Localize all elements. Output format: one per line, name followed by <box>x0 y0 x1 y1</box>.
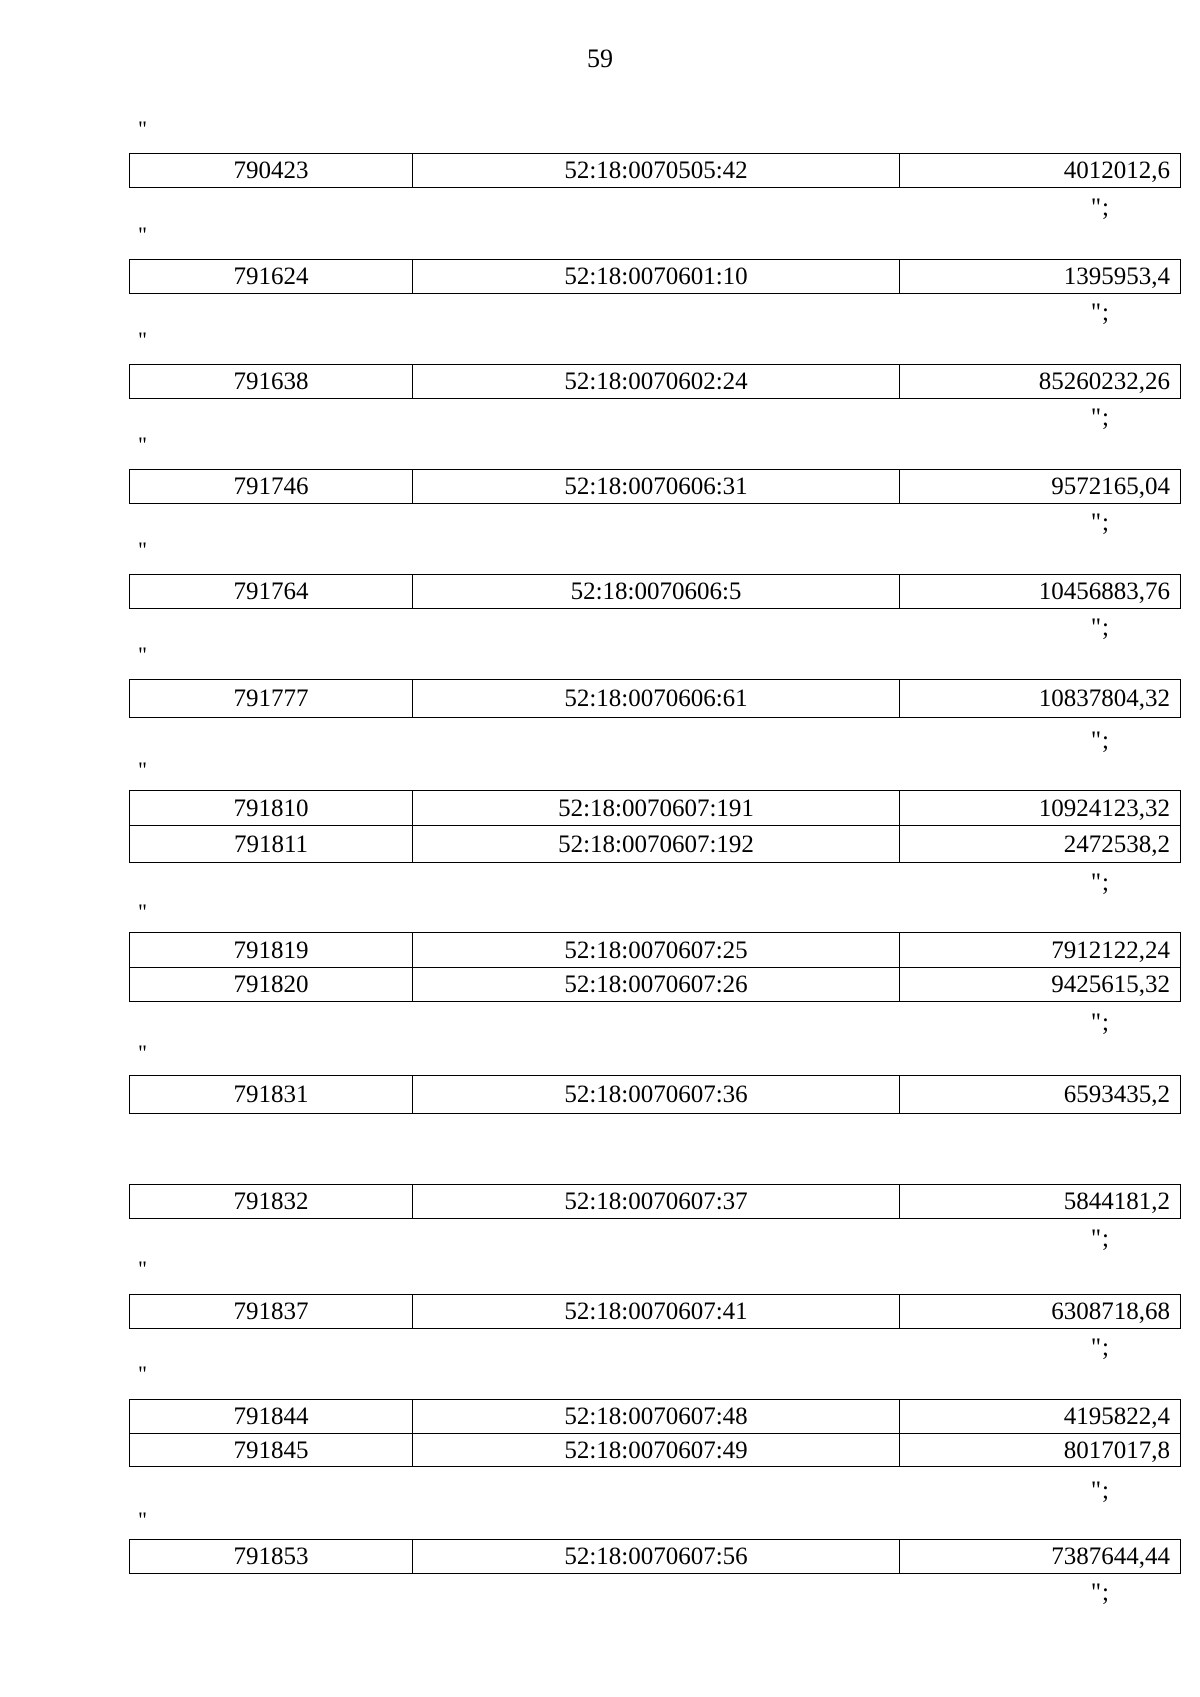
table-row <box>130 791 1181 826</box>
open-quote: " <box>138 1507 147 1532</box>
close-quote: "; <box>1090 869 1110 896</box>
cadastral-number-cell: 52:18:0070606:31 <box>413 470 900 504</box>
open-quote: " <box>138 432 147 457</box>
table-row <box>130 1434 1181 1467</box>
table-row <box>130 826 1181 863</box>
cadastral-number-cell: 52:18:0070607:48 <box>413 1400 900 1434</box>
registry-table <box>129 469 1181 504</box>
registry-table <box>129 259 1181 294</box>
close-quote: "; <box>1090 1334 1110 1361</box>
row-number-cell: 791832 <box>130 1185 413 1219</box>
row-number-cell: 791764 <box>130 575 413 609</box>
cadastral-number-cell: 52:18:0070505:42 <box>413 154 900 188</box>
table-row <box>130 933 1181 968</box>
row-number-cell: 791638 <box>130 365 413 399</box>
table-row <box>130 154 1181 188</box>
row-number-cell: 791820 <box>130 968 413 1002</box>
value-cell: 9425615,32 <box>900 968 1181 1002</box>
open-quote: " <box>138 222 147 247</box>
table-row <box>130 365 1181 399</box>
row-number-cell: 791853 <box>130 1540 413 1574</box>
close-quote: "; <box>1090 1225 1110 1252</box>
value-cell: 10837804,32 <box>900 680 1181 718</box>
table-row <box>130 1295 1181 1329</box>
registry-table <box>129 1294 1181 1329</box>
value-cell: 7387644,44 <box>900 1540 1181 1574</box>
registry-table <box>129 679 1181 718</box>
value-cell: 5844181,2 <box>900 1185 1181 1219</box>
cadastral-number-cell: 52:18:0070607:56 <box>413 1540 900 1574</box>
cadastral-number-cell: 52:18:0070607:191 <box>413 791 900 826</box>
cadastral-number-cell: 52:18:0070602:24 <box>413 365 900 399</box>
page-number: 59 <box>587 44 613 73</box>
close-quote: "; <box>1090 404 1110 431</box>
close-quote: "; <box>1090 727 1110 754</box>
registry-table <box>129 1539 1181 1574</box>
cadastral-number-cell: 52:18:0070607:37 <box>413 1185 900 1219</box>
registry-table <box>129 364 1181 399</box>
close-quote: "; <box>1090 614 1110 641</box>
value-cell: 9572165,04 <box>900 470 1181 504</box>
row-number-cell: 791845 <box>130 1434 413 1467</box>
close-quote: "; <box>1090 1477 1110 1504</box>
open-quote: " <box>138 1040 147 1065</box>
table-row <box>130 260 1181 294</box>
table-row <box>130 1185 1181 1219</box>
value-cell: 2472538,2 <box>900 826 1181 863</box>
value-cell: 6593435,2 <box>900 1076 1181 1114</box>
row-number-cell: 791844 <box>130 1400 413 1434</box>
registry-table <box>129 1075 1181 1114</box>
row-number-cell: 791777 <box>130 680 413 718</box>
cadastral-number-cell: 52:18:0070607:192 <box>413 826 900 863</box>
row-number-cell: 791746 <box>130 470 413 504</box>
cadastral-number-cell: 52:18:0070607:25 <box>413 933 900 968</box>
cadastral-number-cell: 52:18:0070607:36 <box>413 1076 900 1114</box>
cadastral-number-cell: 52:18:0070606:61 <box>413 680 900 718</box>
cadastral-number-cell: 52:18:0070607:41 <box>413 1295 900 1329</box>
value-cell: 4012012,6 <box>900 154 1181 188</box>
cadastral-number-cell: 52:18:0070607:26 <box>413 968 900 1002</box>
cadastral-number-cell: 52:18:0070601:10 <box>413 260 900 294</box>
table-row <box>130 575 1181 609</box>
row-number-cell: 791811 <box>130 826 413 863</box>
open-quote: " <box>138 537 147 562</box>
open-quote: " <box>138 116 147 141</box>
open-quote: " <box>138 1256 147 1281</box>
row-number-cell: 791819 <box>130 933 413 968</box>
row-number-cell: 790423 <box>130 154 413 188</box>
close-quote: "; <box>1090 1009 1110 1036</box>
open-quote: " <box>138 1361 147 1386</box>
registry-table <box>129 1399 1181 1467</box>
value-cell: 10456883,76 <box>900 575 1181 609</box>
value-cell: 10924123,32 <box>900 791 1181 826</box>
value-cell: 8017017,8 <box>900 1434 1181 1467</box>
table-row <box>130 470 1181 504</box>
registry-table <box>129 790 1181 863</box>
close-quote: "; <box>1090 509 1110 536</box>
open-quote: " <box>138 899 147 924</box>
table-row <box>130 1076 1181 1114</box>
value-cell: 1395953,4 <box>900 260 1181 294</box>
registry-table <box>129 153 1181 188</box>
close-quote: "; <box>1090 194 1110 221</box>
open-quote: " <box>138 757 147 782</box>
table-row <box>130 968 1181 1002</box>
value-cell: 85260232,26 <box>900 365 1181 399</box>
row-number-cell: 791810 <box>130 791 413 826</box>
close-quote: "; <box>1090 1579 1110 1606</box>
value-cell: 4195822,4 <box>900 1400 1181 1434</box>
row-number-cell: 791837 <box>130 1295 413 1329</box>
value-cell: 7912122,24 <box>900 933 1181 968</box>
cadastral-number-cell: 52:18:0070606:5 <box>413 575 900 609</box>
row-number-cell: 791831 <box>130 1076 413 1114</box>
row-number-cell: 791624 <box>130 260 413 294</box>
table-row <box>130 1400 1181 1434</box>
registry-table <box>129 1184 1181 1219</box>
registry-table <box>129 932 1181 1002</box>
open-quote: " <box>138 642 147 667</box>
table-row <box>130 680 1181 718</box>
close-quote: "; <box>1090 299 1110 326</box>
value-cell: 6308718,68 <box>900 1295 1181 1329</box>
open-quote: " <box>138 327 147 352</box>
table-row <box>130 1540 1181 1574</box>
cadastral-number-cell: 52:18:0070607:49 <box>413 1434 900 1467</box>
registry-table <box>129 574 1181 609</box>
